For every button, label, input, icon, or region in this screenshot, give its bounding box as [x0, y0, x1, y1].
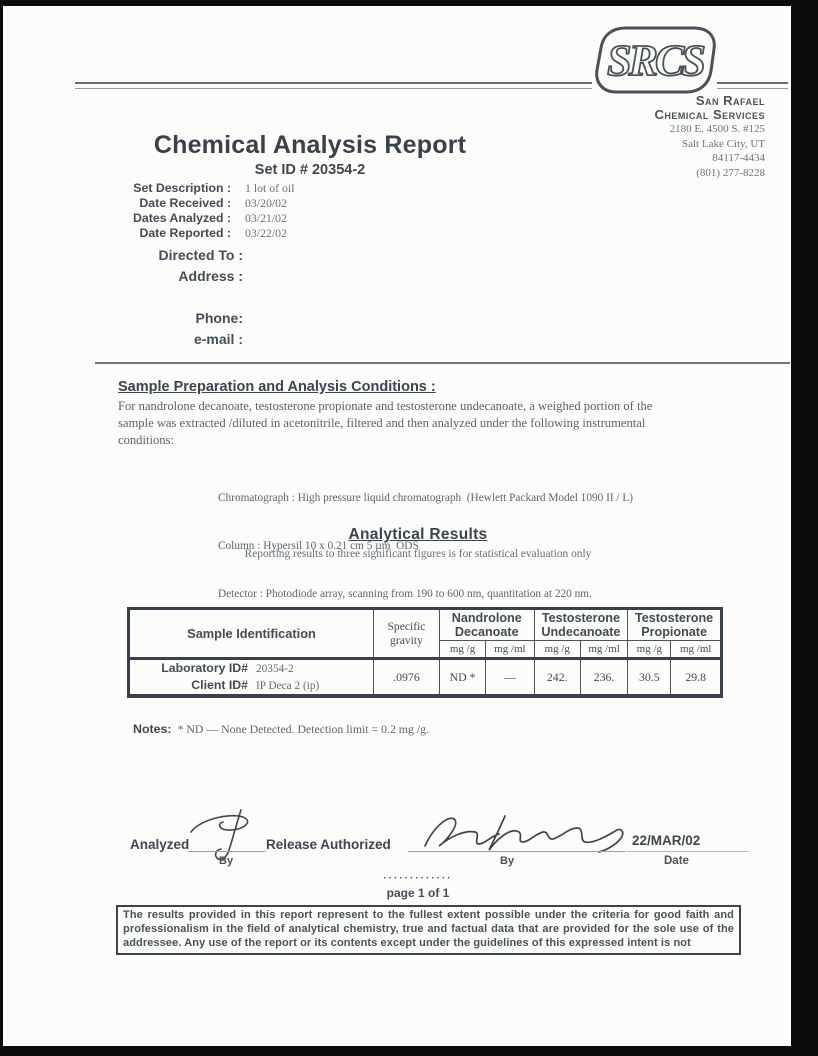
group1-line2: Decanoate	[454, 625, 519, 639]
header-rule-right	[717, 82, 788, 89]
sample-prep-paragraph: For nandrolone decanoate, testosterone propionate and testosterone undecanoate, a weighed portion of the sample was extracted /diluted in acetonitrile, filtered and then analyzed under the following instrumental conditions:	[118, 399, 653, 447]
page-footer	[118, 874, 718, 900]
date-received-label: Date Received :	[139, 196, 231, 210]
disclaimer-box: The results provided in this report represent to the fullest extent possible under the criteria for good faith and professionalism in the field of analytical chemistry, true and factual data that are provided for the sole use of the addressee. Any use of the report or its contents except under the guidelines of this expressed intent is not	[116, 905, 741, 955]
meta-row-date-reported	[33, 224, 287, 239]
laboratory-id-value: 20354-2	[256, 663, 294, 675]
nd-mg-ml-value: —	[486, 659, 534, 697]
unit-nd-mg-ml: mg /ml	[486, 641, 534, 659]
dates-analyzed-value: 03/21/02	[245, 211, 287, 225]
client-id-value: IP Deca 2 (ip)	[256, 680, 320, 692]
report-title: Chemical Analysis Report	[153, 131, 467, 159]
group2-line2: Undecanoate	[541, 625, 621, 639]
nandrolone-decanoate-header	[439, 609, 534, 641]
company-address-line2: Salt Lake City, UT	[682, 137, 765, 150]
results-table-wrapper	[127, 607, 723, 698]
tu-mg-g-value: 242.	[534, 659, 580, 697]
meta-row-dates-analyzed	[33, 209, 287, 224]
analytical-results-block	[118, 526, 718, 560]
release-authorized-label: Release Authorized	[266, 837, 391, 852]
set-description-label: Set Description :	[133, 181, 231, 195]
sample-id-header: Sample Identification	[129, 609, 374, 659]
group3-line1: Testosterone	[635, 611, 714, 625]
analyzed-label: Analyzed	[130, 837, 190, 852]
header-rule-left	[75, 82, 592, 89]
company-block	[515, 94, 765, 180]
date-label: Date	[664, 855, 689, 867]
unit-tu-mg-g: mg /g	[534, 641, 580, 659]
client-id-label: Client ID#	[191, 678, 248, 692]
company-address-line3: 84117-4434	[712, 152, 765, 164]
srcs-logo	[592, 22, 720, 98]
analytical-results-heading: Analytical Results	[348, 526, 488, 543]
phone-label: Phone:	[195, 310, 243, 326]
directed-to-label: Directed To :	[158, 247, 243, 263]
unit-nd-mg-g: mg /g	[439, 641, 485, 659]
client-id-line	[130, 677, 373, 694]
unit-tp-mg-g: mg /g	[628, 641, 671, 659]
group1-line1: Nandrolone	[451, 611, 522, 625]
svg-text:SRCS: SRCS	[607, 36, 703, 85]
notes-line	[133, 722, 429, 737]
nd-mg-g-value: ND *	[439, 659, 485, 697]
signoff-date-value: 22/MAR/02	[632, 833, 701, 848]
release-by-label: By	[500, 855, 515, 867]
company-address-line1: 2180 E. 4500 S. #125	[669, 123, 765, 135]
table-data-row	[129, 659, 722, 697]
chromatograph-line: Chromatograph : High pressure liquid chromatograph (Hewlett Packard Model 1090 II / L)	[218, 492, 634, 504]
analyzed-signature-line	[188, 851, 266, 852]
tp-mg-g-value: 30.5	[628, 659, 671, 697]
report-page	[3, 6, 791, 1046]
laboratory-id-line	[130, 660, 373, 677]
tu-mg-ml-value: 236.	[580, 659, 627, 697]
set-description-value: 1 lot of oil	[245, 181, 295, 195]
page-number: page 1 of 1	[386, 886, 450, 900]
date-received-value: 03/20/02	[245, 196, 287, 210]
date-reported-value: 03/22/02	[245, 226, 287, 240]
company-name-line1: San Rafael	[695, 93, 765, 108]
address-label: Address :	[178, 268, 243, 284]
set-id: Set ID # 20354-2	[254, 162, 366, 178]
meta-row-date-received	[33, 194, 287, 209]
group3-line2: Propionate	[641, 625, 707, 639]
tp-mg-ml-value: 29.8	[671, 659, 722, 697]
analyzed-by-label: By	[219, 855, 234, 867]
results-table	[127, 607, 723, 698]
unit-tp-mg-ml: mg /ml	[671, 641, 722, 659]
notes-text: * ND — None Detected. Detection limit = 0.2 mg /g.	[177, 722, 429, 736]
group2-line1: Testosterone	[541, 611, 620, 625]
company-address-line4: (801) 277-8228	[696, 166, 765, 179]
column-line: Column : Hypersil 10 x 0.21 cm 5 µm ODS	[218, 540, 419, 552]
release-signature-line	[408, 851, 626, 852]
laboratory-id-label: Laboratory ID#	[161, 661, 248, 675]
footer-dots: ·············	[383, 873, 453, 884]
dates-analyzed-label: Dates Analyzed :	[133, 211, 231, 225]
company-name-line2: Chemical Services	[654, 107, 765, 122]
table-header-row	[129, 609, 722, 641]
testosterone-undecanoate-header	[534, 609, 628, 641]
notes-label: Notes:	[133, 722, 172, 736]
unit-tu-mg-ml: mg /ml	[580, 641, 627, 659]
sample-id-cell	[129, 659, 374, 697]
specific-header-line1: Specific	[387, 619, 426, 633]
analytical-results-note: Reporting results to three significant figures is for statistical evaluation only	[244, 548, 592, 560]
section-divider-rule	[95, 362, 790, 364]
meta-row-set-description	[33, 179, 294, 194]
specific-gravity-value: .0976	[374, 659, 440, 697]
date-line	[627, 851, 749, 852]
email-label: e-mail :	[193, 331, 243, 347]
specific-header-line2: gravity	[390, 633, 423, 647]
detector-line: Detector : Photodiode array, scanning from 190 to 600 nm, quantitation at 220 nm.	[218, 588, 592, 600]
title-block	[100, 131, 520, 178]
specific-gravity-header	[374, 609, 440, 659]
testosterone-propionate-header	[628, 609, 722, 641]
sample-prep-heading: Sample Preparation and Analysis Conditions :	[118, 379, 436, 395]
srcs-logo-icon	[592, 22, 720, 98]
date-reported-label: Date Reported :	[139, 226, 231, 240]
